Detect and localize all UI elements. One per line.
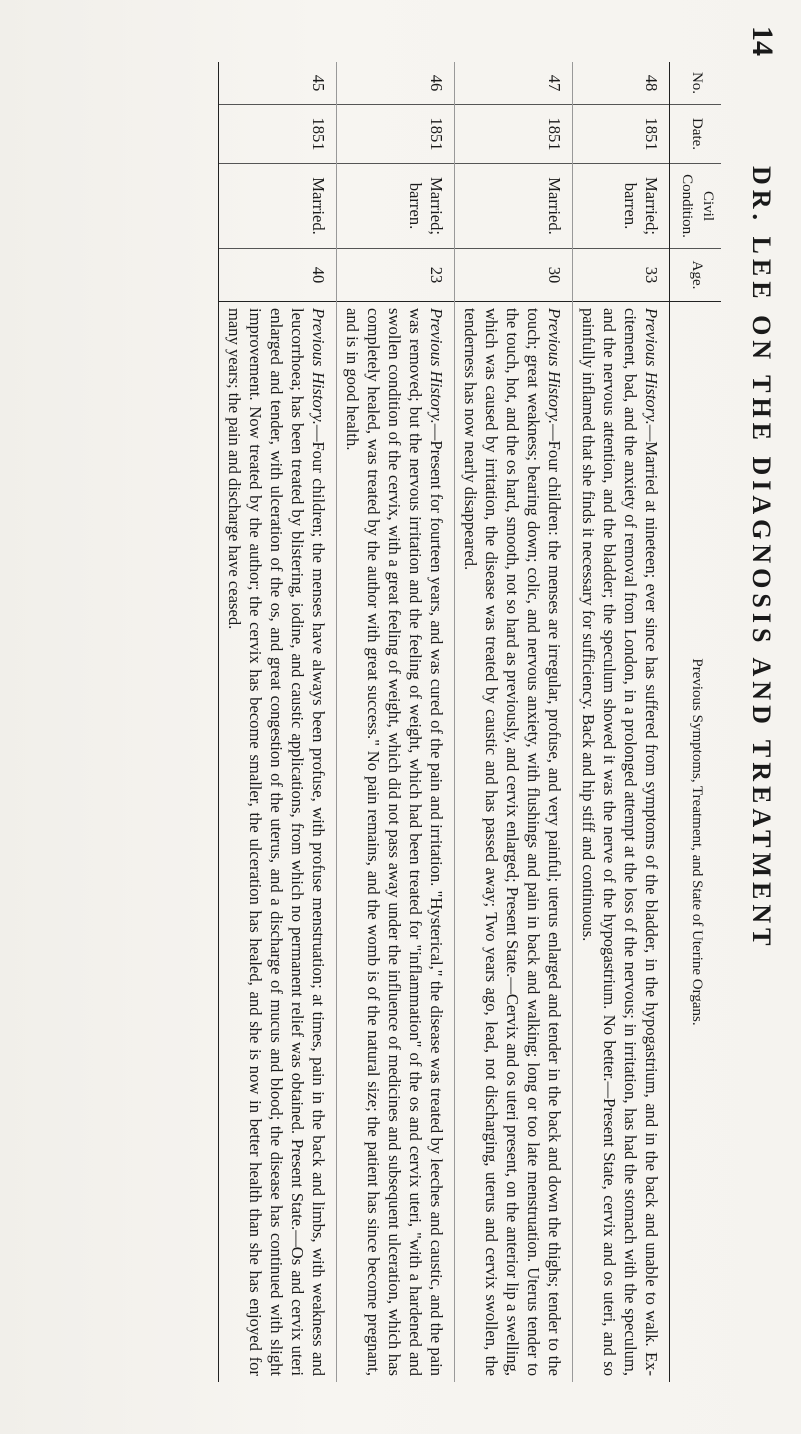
case-table — [218, 62, 721, 1382]
case-number: 45 — [219, 62, 337, 105]
case-history-text: —Four children; the menses have always been profuse, with profuse menstruation; at times, pain in the back and limbs, with weakness and leucorrhoea; has been treated by blistering, iodine, and caustic applications, from which no permanent relief was obtained. Present State.—Os and cervix uteri enlarged and tender, with ulceration of the os, and great congestion of the uterus, and a discharge of mucus and blood; the disease has continued with slight improvement. Now treated by the author; the cervix has become smaller, the ulceration has healed, and she is now in better health than she has enjoyed for many years; the pain and discharge have ceased. — [225, 308, 328, 1376]
case-history-lead: Previous History. — [545, 308, 564, 425]
case-history — [573, 302, 670, 1383]
case-civil-condition: Married; barren. — [573, 164, 670, 249]
case-number: 48 — [573, 62, 670, 105]
case-civil-condition: Married. — [455, 164, 573, 249]
case-history-lead: Previous History. — [642, 308, 661, 425]
running-head — [739, 26, 779, 1366]
running-head-title: DR. LEE ON THE DIAGNOSIS AND TREATMENT — [747, 166, 776, 951]
table-row — [455, 62, 573, 1382]
table-row — [219, 62, 337, 1382]
table-row — [337, 62, 455, 1382]
case-history — [219, 302, 337, 1383]
header-date: Date. — [670, 105, 722, 164]
case-history-text: —Present for fourteen years, and was cured of the pain and irritation. "Hysterical," the disease was treated by leeches and caustic, and the pain was removed; but the nervous irritation and the feeling of weight, which had been treated for "inflammation" of the os and cervix uteri, "with a hardened and swollen condition of the cervix, with a great feeling of weight, which did not pass away under the influence of medicines and subsequent ulceration, which has completely healed, was treated by the author with great success." No pain remains, and the womb is of the natural size; the patient has since become pregnant, and is in good health. — [343, 308, 446, 1376]
page-number: 14 — [746, 26, 779, 56]
case-history-text: —Married at nineteen; ever since has suffered from symptoms of the bladder, in the hypogastrium, and in the back and unable to walk. Ex-citement, bad, and the anxiety of removal from London, in a prolonged attempt at the loss of the nervous; in irritation, has had the stomach with the speculum, and the nervous attention, and the bladder; the speculum showed it was the nerve of the hypogastrium. No better.—Present State, cervix and os uteri, and so painfully inflamed that she finds it necessary for sufficiency. Back and hip stiff and continuous. — [579, 308, 661, 1376]
header-no: No. — [670, 62, 722, 105]
case-age: 30 — [455, 249, 573, 302]
case-history-lead: Previous History. — [309, 308, 328, 425]
case-civil-condition: Married; barren. — [337, 164, 455, 249]
case-number: 47 — [455, 62, 573, 105]
table-row — [573, 62, 670, 1382]
case-age: 33 — [573, 249, 670, 302]
header-history: Previous Symptoms, Treatment, and State of Uterine Organs. — [670, 302, 722, 1383]
case-age: 23 — [337, 249, 455, 302]
table-header-row — [670, 62, 722, 1382]
header-civil-condition: Civil Condition. — [670, 164, 722, 249]
case-date: 1851 — [573, 105, 670, 164]
case-number: 46 — [337, 62, 455, 105]
case-history — [337, 302, 455, 1383]
case-age: 40 — [219, 249, 337, 302]
case-history — [455, 302, 573, 1383]
case-civil-condition: Married. — [219, 164, 337, 249]
case-history-text: —Four children: the menses are irregular, profuse, and very painful; uterus enlarged and tender in the back and down the thighs; tender to the touch; great weakness; bearing down; colic, and nervous anxiety, with flushings and pain in back and walking; long or too late menstruation. Uterus tender to the touch, hot, and the os hard, smooth, not so hard as previously, and cervix enlarged; Present State.—Cervix and os uteri present, on the anterior lip a swelling, which was caused by irritation, the disease was treated by caustic and has passed away; Two years ago, lead, not discharging, uterus and cervix swollen, the tenderness has now nearly disappeared. — [461, 308, 564, 1376]
case-date: 1851 — [337, 105, 455, 164]
case-date: 1851 — [455, 105, 573, 164]
case-date: 1851 — [219, 105, 337, 164]
case-history-lead: Previous History. — [427, 308, 446, 424]
header-age: Age. — [670, 249, 722, 302]
